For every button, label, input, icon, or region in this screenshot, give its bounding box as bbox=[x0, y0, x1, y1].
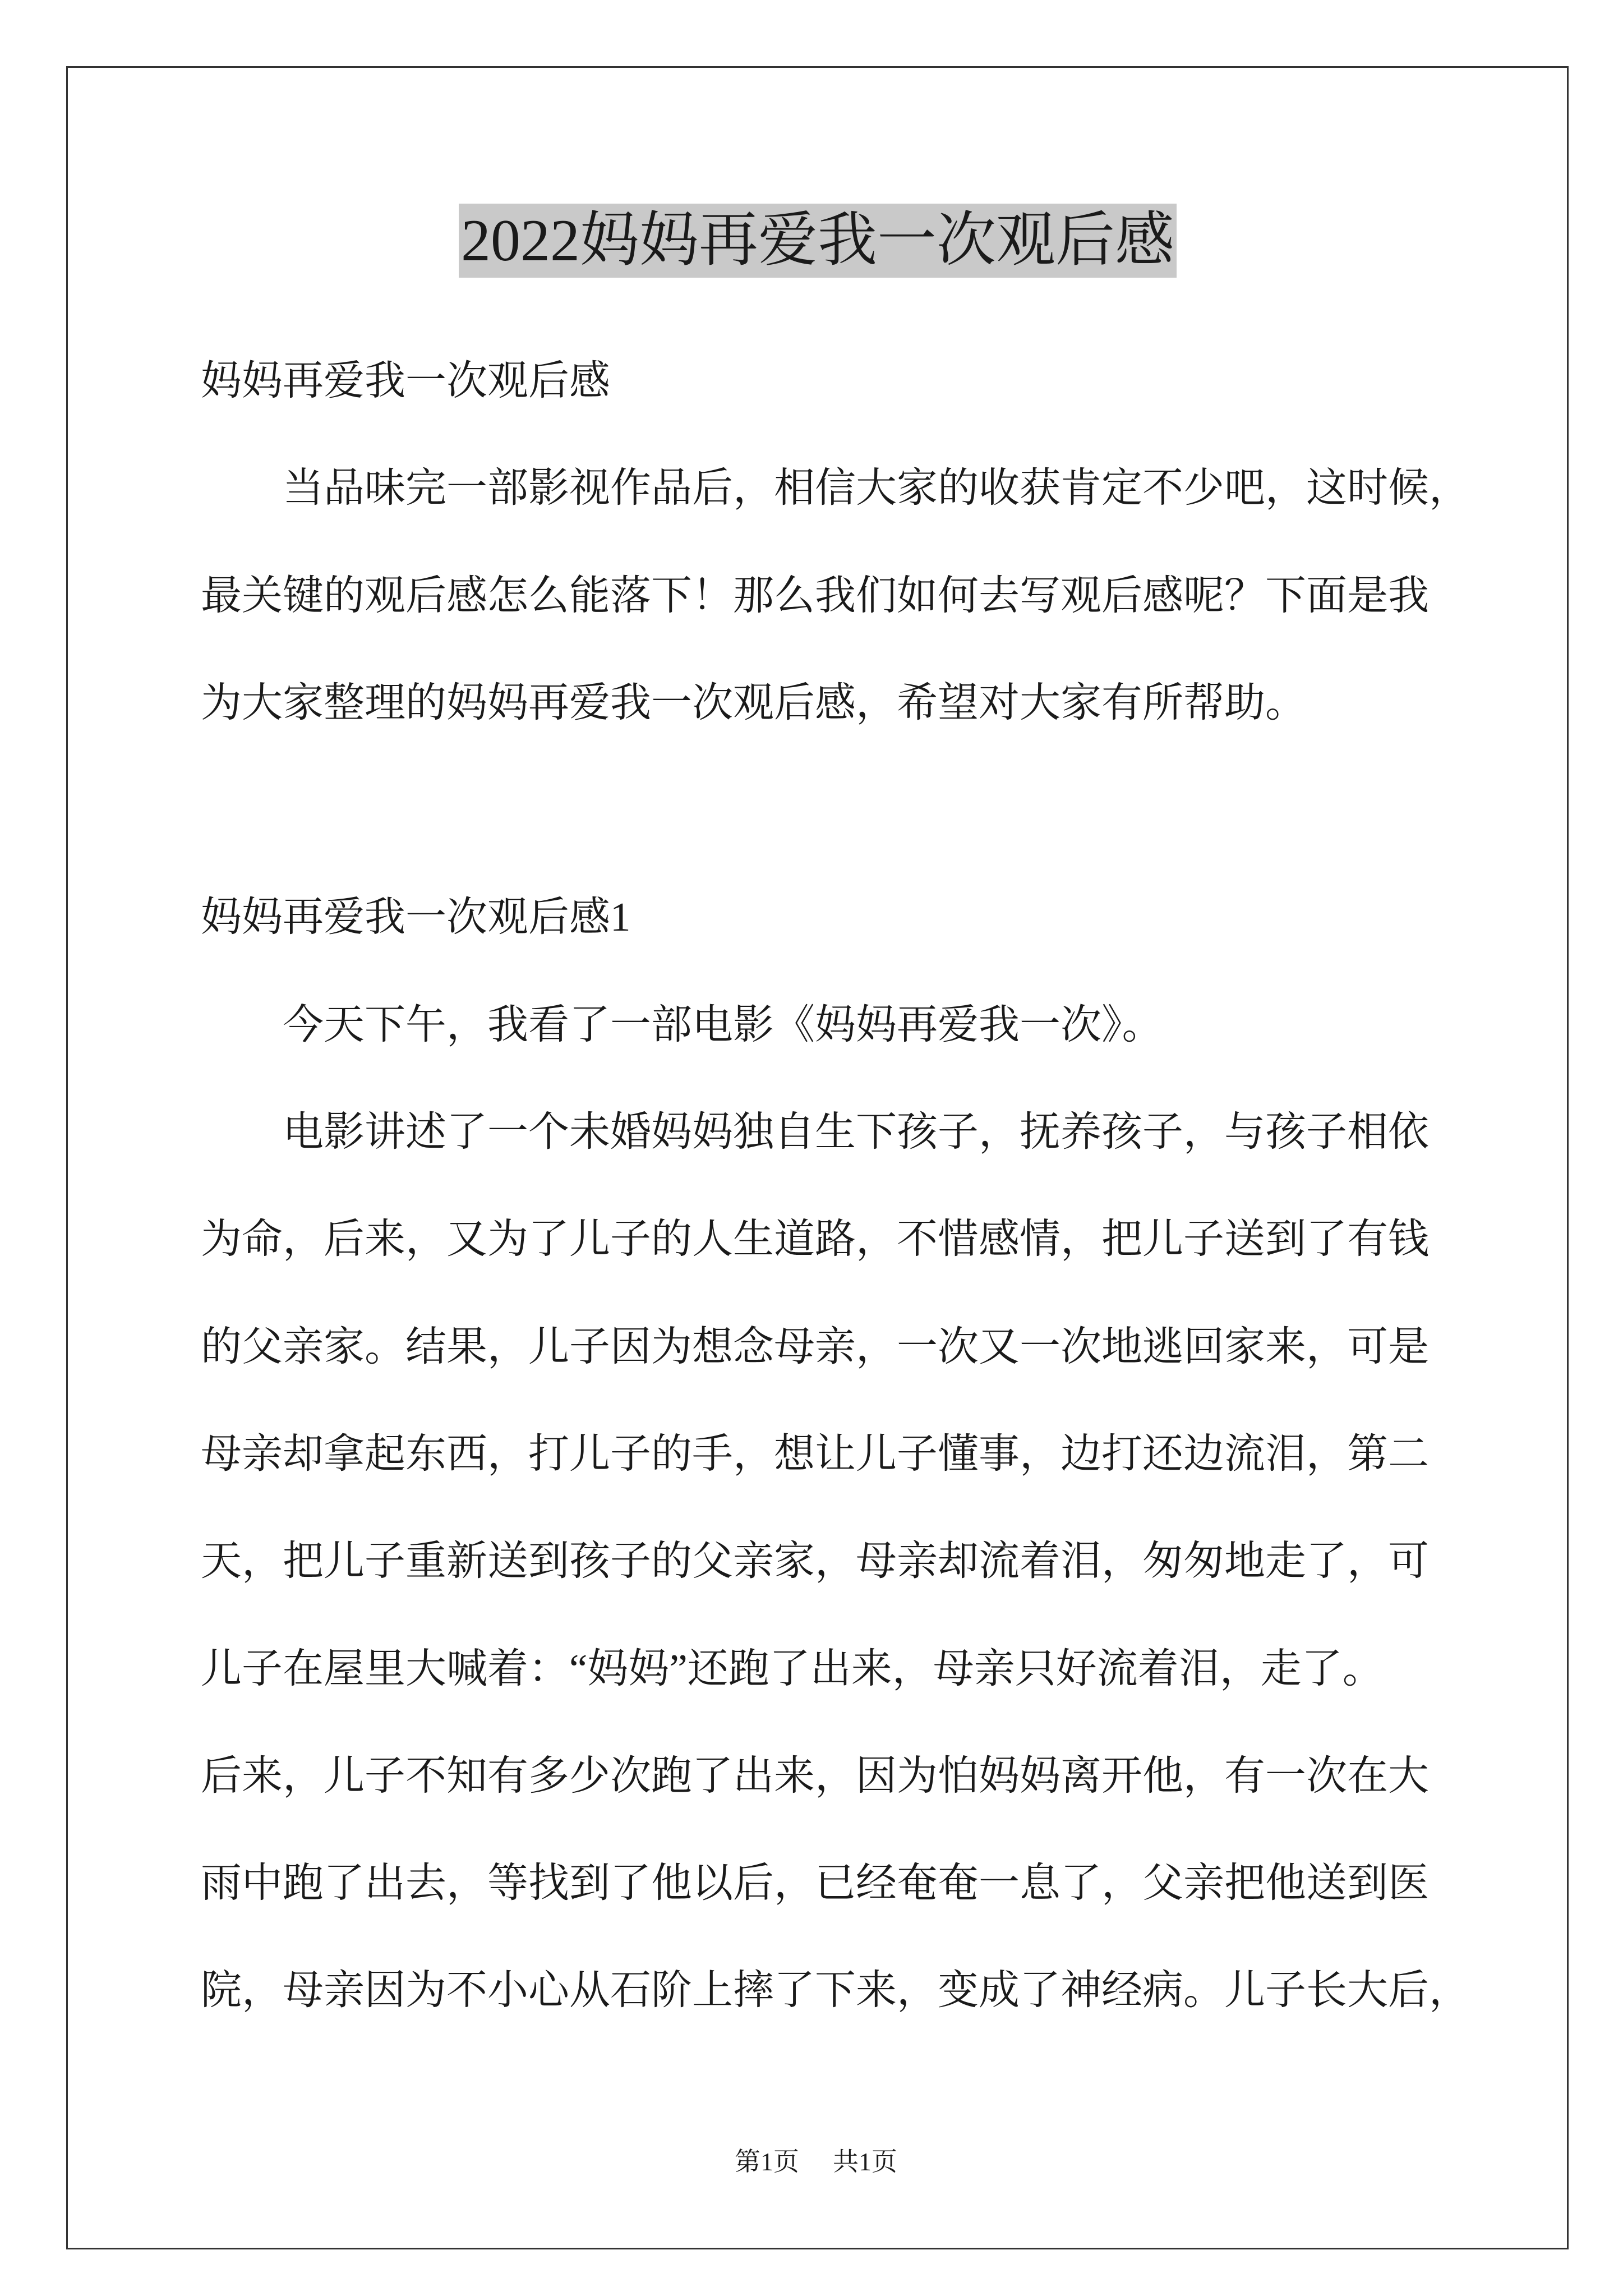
paragraph-line: 母亲却拿起东西，打儿子的手，想让儿子懂事，边打还边流泪，第二 bbox=[201, 1430, 1429, 1476]
page-footer bbox=[0, 2145, 1623, 2179]
paragraph-line: 天，把儿子重新送到孩子的父亲家，母亲却流着泪，匆匆地走了，可 bbox=[201, 1538, 1429, 1584]
section-paragraph bbox=[201, 1078, 1502, 2044]
paragraph-line: 院，母亲因为不小心从石阶上摔了下来，变成了神经病。儿子长大后， bbox=[201, 1967, 1470, 2013]
paragraph-line: 为大家整理的妈妈再爱我一次观后感，希望对大家有所帮助。 bbox=[201, 679, 1306, 725]
paragraph-line: 电影讲述了一个未婚妈妈独自生下孩子，抚养孩子，与孩子相依 bbox=[283, 1109, 1429, 1155]
intro-paragraph bbox=[201, 434, 1502, 756]
document-body bbox=[201, 327, 1502, 2044]
paragraph-line: 最关键的观后感怎么能落下！那么我们如何去写观后感呢？下面是我 bbox=[201, 572, 1429, 618]
paragraph-line: 的父亲家。结果，儿子因为想念母亲，一次又一次地逃回家来，可是 bbox=[201, 1323, 1429, 1369]
title-area bbox=[0, 204, 1623, 278]
paragraph-spacer bbox=[201, 756, 1502, 863]
paragraph-line: 为命，后来，又为了儿子的人生道路，不惜感情，把儿子送到了有钱 bbox=[201, 1216, 1429, 1262]
page-total: 共1页 bbox=[833, 2147, 897, 2176]
page-number: 第1页 bbox=[735, 2147, 799, 2176]
paragraph-line: 当品味完一部影视作品后，相信大家的收获肯定不少吧，这时候， bbox=[283, 465, 1470, 511]
section-paragraph bbox=[201, 971, 1502, 1078]
section-heading: 妈妈再爱我一次观后感1 bbox=[201, 894, 631, 940]
document-title: 2022妈妈再爱我一次观后感 bbox=[459, 204, 1177, 278]
subtitle: 妈妈再爱我一次观后感 bbox=[201, 358, 610, 403]
paragraph-line: 儿子在屋里大喊着：“妈妈”还跑了出来，母亲只好流着泪，走了。 bbox=[201, 1645, 1384, 1691]
paragraph-line: 今天下午，我看了一部电影《妈妈再爱我一次》。 bbox=[283, 1001, 1163, 1047]
paragraph-line: 后来，儿子不知有多少次跑了出来，因为怕妈妈离开他，有一次在大 bbox=[201, 1752, 1429, 1798]
paragraph-line: 雨中跑了出去，等找到了他以后，已经奄奄一息了，父亲把他送到医 bbox=[201, 1860, 1429, 1906]
